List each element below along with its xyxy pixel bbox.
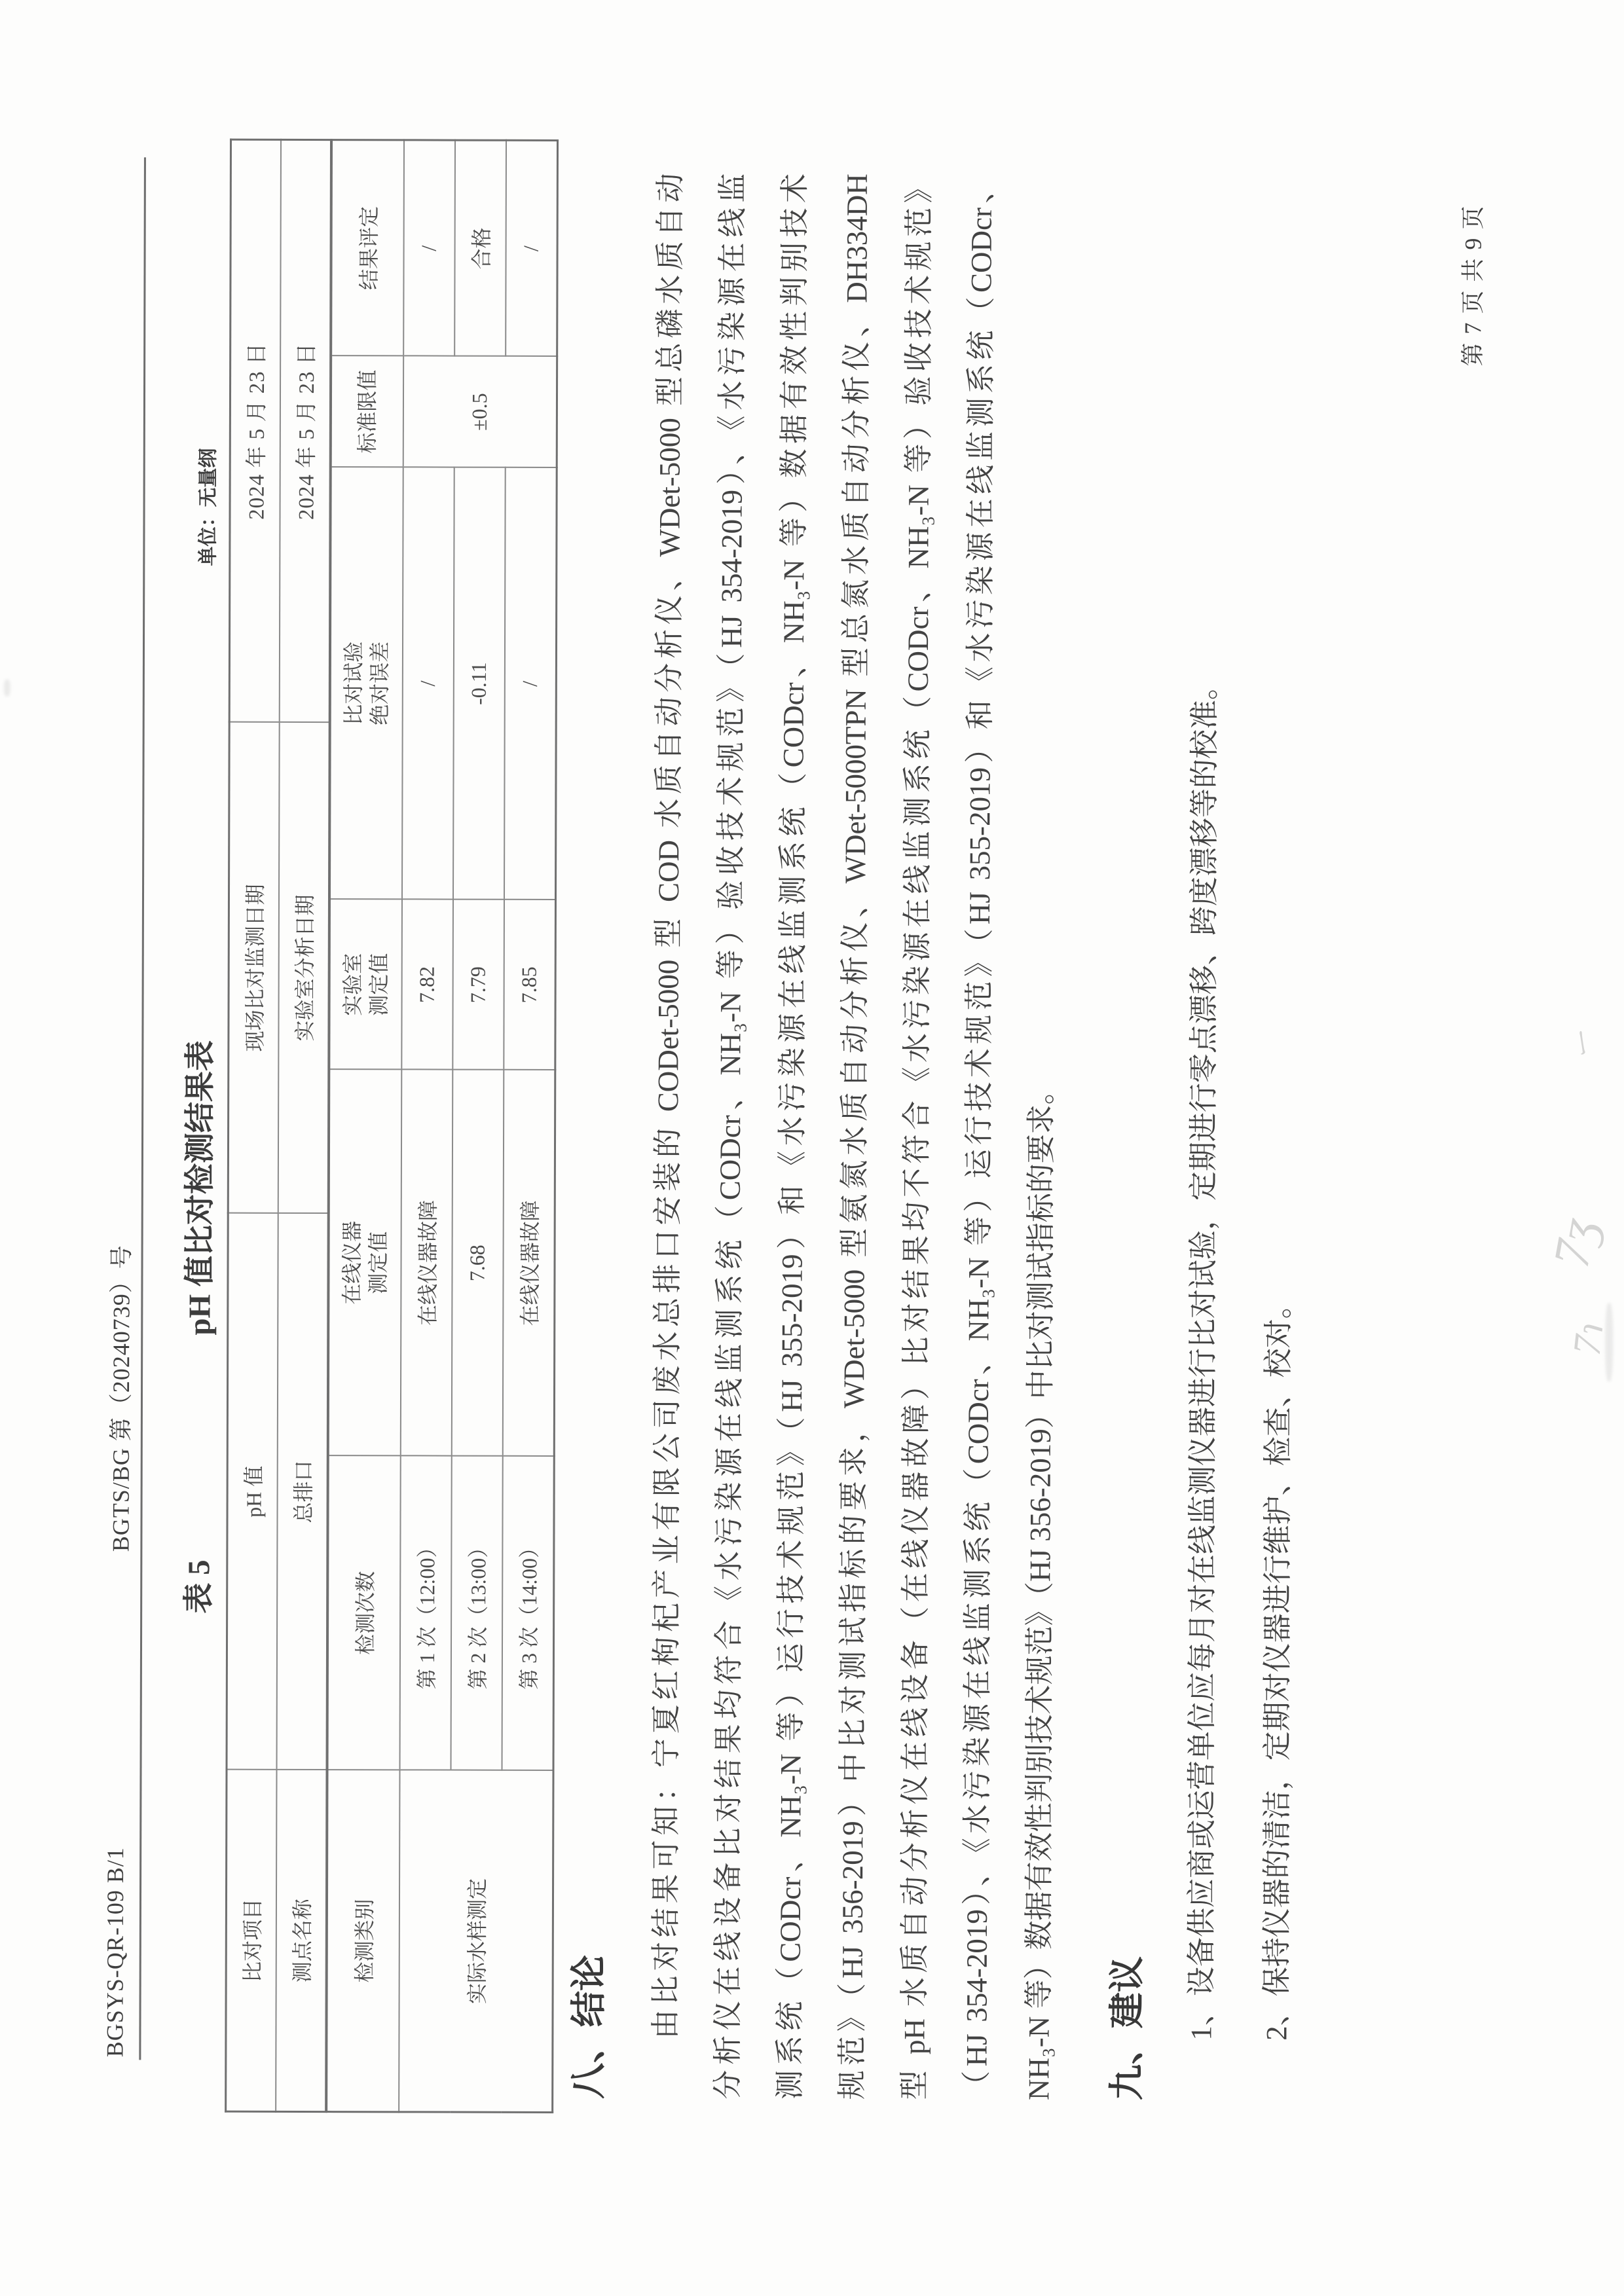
col-header-lab-value bbox=[329, 900, 402, 1070]
table-row bbox=[399, 140, 455, 2112]
cell-online-value: 在线仪器故障 bbox=[502, 1070, 555, 1456]
conclusion-line: 型 pH 水质自动分析仪在线设备（在线仪器故障）比对结果均不符合《水污染源在线监测系统（CODcr、NH₃-N 等）验收技术规范》 bbox=[898, 173, 936, 2100]
col-header-category: 检测类别 bbox=[327, 1770, 399, 2112]
cell-abs-error: -0.11 bbox=[452, 467, 505, 900]
col-header-abs-error bbox=[329, 467, 403, 900]
pencil-mark: 7ʒ bbox=[1541, 1214, 1607, 1272]
header-rule bbox=[139, 157, 146, 2060]
col-header-lab-value-text: 实验室测定值 bbox=[341, 953, 391, 1016]
cell-category: 实际水样测定 bbox=[399, 1770, 553, 2113]
table-row bbox=[226, 139, 281, 2111]
pencil-mark: ー bbox=[1564, 1029, 1601, 1063]
cell-lab-value: 7.79 bbox=[452, 900, 504, 1070]
conclusion-line: 分析仪在线设备比对结果均符合《水污染源在线监测系统（CODcr、NH₃-N 等）验收技术规范》（HJ 354-2019）、《水污染源在线监 bbox=[711, 173, 749, 2100]
conclusion-line: NH₃-N 等）数据有效性判别技术规范》（HJ 356-2019）中比对测试指标的要求。 bbox=[1022, 1075, 1058, 2100]
cell-site-label: 测点名称 bbox=[276, 1770, 327, 2111]
col-header-online-value bbox=[328, 1070, 401, 1456]
cell-field-date-label: 现场比对监测日期 bbox=[228, 722, 279, 1213]
col-header-abs-error-text: 比对试验绝对误差 bbox=[341, 641, 392, 725]
conclusion-line: 测系统（CODcr、NH₃-N 等）运行技术规范》（HJ 355-2019）和《水污染源在线监测系统（CODcr、NH₃-N 等）数据有效性判别技术 bbox=[773, 173, 811, 2100]
cell-test-no: 第 3 次（14:00） bbox=[502, 1456, 554, 1770]
conclusion-section bbox=[554, 173, 1075, 2100]
col-header-result: 结果评定 bbox=[331, 140, 404, 356]
cell-result: / bbox=[506, 140, 558, 356]
conclusion-line: 由比对结果可知：宁夏红枸杞产业有限公司废水总排口安装的 CODet-5000 型 COD 水质自动分析仪、WDet-5000 型总磷水质自动 bbox=[649, 173, 687, 2039]
col-header-online-value-text: 在线仪器测定值 bbox=[340, 1220, 390, 1305]
cell-abs-error: / bbox=[401, 467, 454, 900]
suggestion-item: 2、保持仪器的清洁，定期对仪器进行维护、检查、校对。 bbox=[1260, 1289, 1295, 2041]
cell-lab-value: 7.85 bbox=[504, 900, 556, 1070]
table-title: pH 值比对检测结果表 bbox=[183, 1040, 218, 1336]
unit-label: 单位：无量纲 bbox=[197, 448, 219, 566]
suggestions-heading: 九、建议 bbox=[1107, 1956, 1147, 2101]
scan-smudge bbox=[4, 680, 10, 697]
pencil-mark: 7ɿ bbox=[1564, 1319, 1612, 1358]
cell-abs-error: / bbox=[504, 467, 557, 900]
conclusion-heading: 八、结论 bbox=[568, 1955, 609, 2100]
page-footer: 第 7 页 共 9 页 bbox=[1460, 204, 1486, 367]
results-table bbox=[325, 139, 559, 2113]
suggestion-item: 1、设备供应商或运营单位应每月对在线监测仪器进行比对试验，定期进行零点漂移、跨度漂移等的校准。 bbox=[1185, 670, 1221, 2041]
cell-online-value: 7.68 bbox=[451, 1070, 504, 1456]
cell-online-value: 在线仪器故障 bbox=[400, 1070, 452, 1456]
cell-lab-date-value: 2024 年 5 月 23 日 bbox=[279, 139, 331, 722]
cell-lab-value: 7.82 bbox=[401, 900, 453, 1070]
table-row bbox=[276, 139, 331, 2111]
cell-standard-limit: ±0.5 bbox=[403, 356, 557, 468]
conclusion-line: （HJ 354-2019）、《水污染源在线监测系统（CODcr、NH₃-N 等）运行技术规范》（HJ 355-2019）和《水污染源在线监测系统（CODcr、 bbox=[960, 173, 998, 2100]
cell-result: / bbox=[403, 140, 455, 356]
info-table bbox=[225, 139, 332, 2113]
cell-field-date-value: 2024 年 5 月 23 日 bbox=[229, 139, 280, 722]
col-header-limit bbox=[331, 356, 403, 467]
cell-test-no: 第 1 次（12:00） bbox=[399, 1456, 451, 1770]
comparison-table bbox=[225, 141, 559, 2113]
cell-site-value: 总排口 bbox=[276, 1213, 328, 1770]
scan-smudge bbox=[1605, 1303, 1613, 1381]
cell-compare-item-label: 比对项目 bbox=[226, 1770, 276, 2111]
col-header-limit-text: 标准限值 bbox=[355, 369, 379, 454]
cell-compare-item-value: pH 值 bbox=[227, 1213, 278, 1770]
conclusion-line: 规范》（HJ 356-2019）中比对测试指标的要求，WDet-5000 型氨氮水质自动分析仪、WDet-5000TPN 型总氮水质自动分析仪、DH334DH bbox=[836, 173, 874, 2100]
table-number-label: 表 5 bbox=[182, 1559, 217, 1614]
suggestions-section bbox=[1092, 174, 1313, 2101]
col-header-test-no: 检测次数 bbox=[327, 1456, 400, 1770]
cell-test-no: 第 2 次（13:00） bbox=[451, 1456, 502, 1770]
cell-result: 合格 bbox=[454, 140, 506, 356]
header-doc-code: BGSYS-QR-109 B/1 bbox=[101, 1847, 129, 2058]
cell-lab-date-label: 实验室分析日期 bbox=[278, 722, 329, 1213]
table-header-row bbox=[327, 140, 404, 2112]
header-report-no: BGTS/BG 第（20240739）号 bbox=[107, 1245, 135, 1552]
